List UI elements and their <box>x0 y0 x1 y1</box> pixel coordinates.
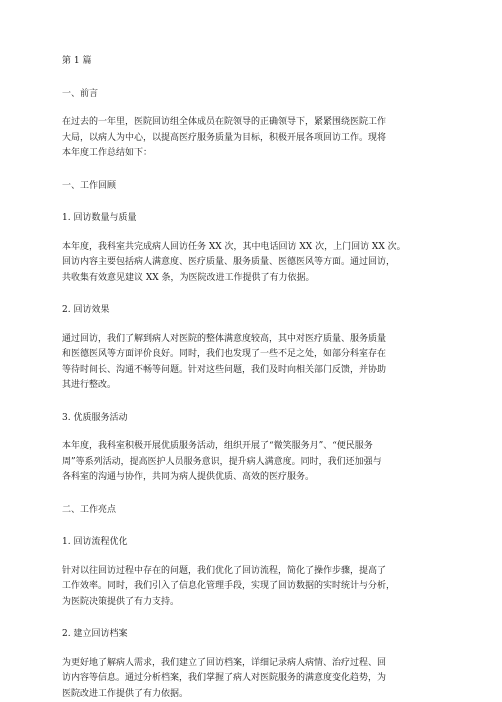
section-heading <box>62 303 442 319</box>
text-line: 在过去的一年里，医院回访组全体成员在院领导的正确领导下，紧紧围绕医院工作 <box>62 115 442 131</box>
section-heading <box>62 179 442 195</box>
paragraph <box>62 564 442 611</box>
text-line: 回访内容主要包括病人满意度、医疗质量、服务质量、医德医风等方面。通过回访， <box>62 255 442 271</box>
text-line: 2. 回访效果 <box>62 303 442 319</box>
text-line: 等待时间长、沟通不畅等问题。针对这些问题，我们及时向相关部门反馈，并协助 <box>62 363 442 379</box>
text-line: 为更好地了解病人需求，我们建立了回访档案，详细记录病人病情、治疗过程、回 <box>62 656 442 672</box>
text-line: 3. 优质服务活动 <box>62 411 442 427</box>
section-heading <box>62 211 442 227</box>
text-line: 共收集有效意见建议 XX 条，为医院改进工作提供了有力依据。 <box>62 271 442 287</box>
section-heading <box>62 535 442 551</box>
text-line: 一、前言 <box>62 87 442 103</box>
text-line: 针对以往回访过程中存在的问题，我们优化了回访流程，简化了操作步骤，提高了 <box>62 564 442 580</box>
text-line: 和医德医风等方面评价良好。同时，我们也发现了一些不足之处，如部分科室存在 <box>62 347 442 363</box>
paragraph <box>62 332 442 394</box>
paragraph <box>62 656 442 702</box>
text-line: 2. 建立回访档案 <box>62 627 442 643</box>
section-heading <box>62 503 442 519</box>
text-line: 通过回访，我们了解到病人对医院的整体满意度较高，其中对医疗质量、服务质量 <box>62 332 442 348</box>
section-heading <box>62 627 442 643</box>
text-line: 其进行整改。 <box>62 378 442 394</box>
text-line: 1. 回访流程优化 <box>62 535 442 551</box>
text-line: 一、工作回顾 <box>62 179 442 195</box>
text-line: 1. 回访数量与质量 <box>62 211 442 227</box>
document-content <box>62 54 442 702</box>
paragraph <box>62 439 442 486</box>
paragraph <box>62 115 442 162</box>
text-line: 医院改进工作提供了有力依据。 <box>62 687 442 702</box>
text-line: 周”等系列活动，提高医护人员服务意识，提升病人满意度。同时，我们还加强与 <box>62 455 442 471</box>
text-line: 访内容等信息。通过分析档案，我们掌握了病人对医院服务的满意度变化趋势，为 <box>62 671 442 687</box>
text-line: 本年度，我科室积极开展优质服务活动，组织开展了“微笑服务月”、“便民服务 <box>62 439 442 455</box>
text-line: 本年度工作总结如下： <box>62 146 442 162</box>
text-line: 大局，以病人为中心，以提高医疗服务质量为目标，积极开展各项回访工作。现将 <box>62 131 442 147</box>
section-heading <box>62 54 442 70</box>
paragraph <box>62 240 442 287</box>
text-line: 二、工作亮点 <box>62 503 442 519</box>
text-line: 为医院决策提供了有力支持。 <box>62 595 442 611</box>
section-heading <box>62 411 442 427</box>
text-line: 工作效率。同时，我们引入了信息化管理手段，实现了回访数据的实时统计与分析， <box>62 579 442 595</box>
section-heading <box>62 87 442 103</box>
text-line: 各科室的沟通与协作，共同为病人提供优质、高效的医疗服务。 <box>62 470 442 486</box>
text-line: 第 1 篇 <box>62 54 442 70</box>
text-line: 本年度，我科室共完成病人回访任务 XX 次，其中电话回访 XX 次，上门回访 XX 次。 <box>62 240 442 256</box>
